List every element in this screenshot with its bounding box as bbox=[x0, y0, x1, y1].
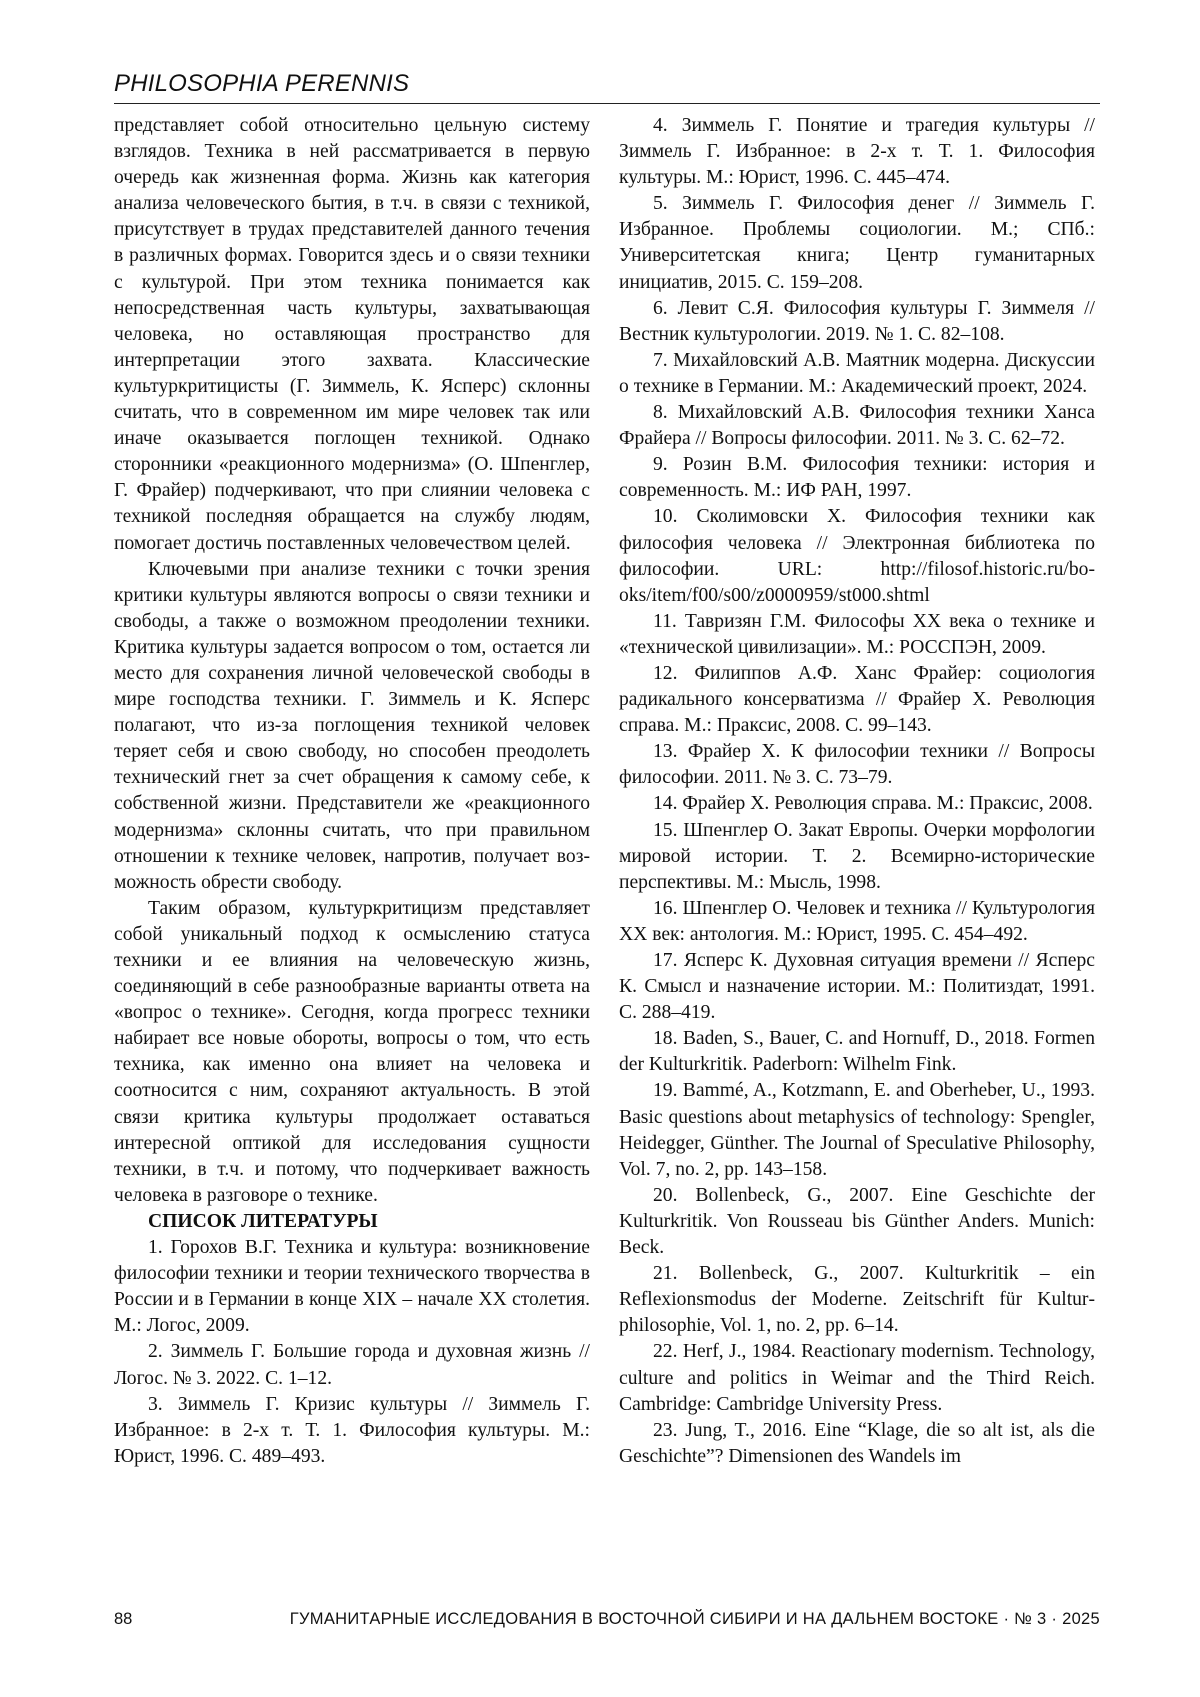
reference-item: 13. Фрайер Х. К философии техники // Вопросы философии. 2011. № 3. С. 73–79. bbox=[619, 741, 1095, 789]
reference-item: 20. Bollenbeck, G., 2007. Eine Geschichte der Kulturkritik. Von Rousseau bis Günther Anders. Munich: Beck. bbox=[619, 1184, 1095, 1259]
body-paragraph-2: Ключевыми при анализе техники с точки зрения критики культуры являются вопросы о связи техники и свободы, а также о возможном преодолении техники. Критика культуры задается вопросом о том, остается ли место для сохранения личной человеческой свободы в мире господства техники. Г. Зиммель и К. Ясперс полагают, что из-за поглощения техникой человек теряет себя и свою свободу, но способен преодолеть технический гнет за счет обращения к самому себе, к собственной жизни. Представители же «реакционного модернизма» склонны считать, что при правильном отношении к технике человек, напротив, получает возможность обрести свободу. bbox=[114, 558, 590, 893]
body-paragraph-3: Таким образом, культуркритицизм представляет собой уникальный подход к осмыслению статуса техники и ее влияния на человеческую жизнь, соединяющий в себе разнообразные варианты ответа на «вопрос о технике». Сегодня, когда прогресс техники набирает все новые обороты, вопросы о том, что есть техника, как именно она влияет на человека и соотносится с ним, сохраняют актуальность. В этой связи критика культуры продолжает оставаться интересной оптикой для исследования сущности техники, в т.ч. и потому, что подчеркивает важность человека в разговоре о технике. bbox=[114, 897, 590, 1206]
reference-item: 17. Ясперс К. Духовная ситуация времени // Ясперс К. Смысл и назначение истории. М.: Политиздат, 1991. С. 288–419. bbox=[619, 950, 1095, 1024]
references-heading: СПИСОК ЛИТЕРАТУРЫ bbox=[148, 1210, 378, 1232]
reference-item: 2. Зиммель Г. Большие города и духовная жизнь // Логос. № 3. 2022. С. 1–12. bbox=[114, 1341, 590, 1389]
reference-item: 8. Михайловский А.В. Философия техники Ханса Фрайера // Вопросы философии. 2011. № 3. С. 62–72. bbox=[619, 402, 1095, 450]
journal-title: ГУМАНИТАРНЫЕ ИССЛЕДОВАНИЯ В ВОСТОЧНОЙ СИБИРИ И НА ДАЛЬНЕМ ВОСТОКЕ · № 3 · 2025 bbox=[289, 1610, 1100, 1628]
reference-item: 5. Зиммель Г. Философия денег // Зиммель Г. Избранное. Проблемы социологии. М.; СПб.: Университетская книга; Центр гуманитарных инициатив, 2015. С. 159–208. bbox=[619, 193, 1095, 293]
reference-item: 22. Herf, J., 1984. Reactionary modernism. Technology, culture and politics in Weimar and the Third Reich. Cambridge: Cambridge University Press. bbox=[619, 1341, 1095, 1415]
reference-item: 6. Левит С.Я. Философия культуры Г. Зиммеля // Вестник культурологии. 2019. № 1. С. 82–108. bbox=[619, 297, 1095, 345]
left-column bbox=[114, 113, 590, 1470]
right-column bbox=[619, 113, 1095, 1470]
reference-item: 16. Шпенглер О. Человек и техника // Культурология XX век: антология. М.: Юрист, 1995. С. 454–492. bbox=[619, 897, 1095, 945]
header-rule bbox=[114, 103, 1100, 104]
reference-item-url: 10. Сколимовски Х. Философия техники как философия человека // Электронная библиотека по философии. URL: http://filosof.historic.ru/books/item/f00/s00/z0000959/st000.shtml bbox=[619, 506, 1095, 606]
reference-item: 3. Зиммель Г. Кризис культуры // Зиммель Г. Избранное: в 2-х т. Т. 1. Философия культуры. М.: Юрист, 1996. С. 489–493. bbox=[114, 1393, 590, 1467]
reference-item: 7. Михайловский А.В. Маятник модерна. Дискуссии о технике в Германии. М.: Академический проект, 2024. bbox=[619, 349, 1095, 397]
reference-item: 12. Филиппов А.Ф. Ханс Фрайер: социология радикального консерватизма // Фрайер Х. Революция справа. М.: Праксис, 2008. С. 99–143. bbox=[619, 662, 1095, 737]
reference-item: 15. Шпенглер О. Закат Европы. Очерки морфологии мировой истории. Т. 2. Всемирно-исторические перспективы. М.: Мысль, 1998. bbox=[619, 819, 1095, 893]
reference-item: 11. Тавризян Г.М. Философы XX века о технике и «технической цивилизации». М.: РОССПЭН, 2009. bbox=[619, 610, 1095, 658]
running-title: PHILOSOPHIA PERENNIS bbox=[114, 70, 410, 97]
body-paragraph-1: представляет собой относительно цельную систему взглядов. Техника в ней рассматривается в первую очередь как жизненная форма. Жизнь как категория анализа человеческого бытия, в т.ч. в связи с техникой, присутствует в трудах представителей данного течения в различных формах. Говорится здесь и о связи техники с культурой. При этом техника понимается как непосредственная часть культуры, захватывающая человека, но оставляющая пространство для интерпретации этого захвата. Классические культуркритицисты (Г. Зиммель, К. Ясперс) склонны считать, что в современном им мире человек так или иначе оказывается поглощен техникой. Однако сторонники «реакционного модернизма» (О. Шпенглер, Г. Фрайер) подчеркивают, что при слиянии человека с техникой последняя обращается на службу людям, помогает достичь поставленных человечеством целей. bbox=[114, 115, 590, 554]
reference-item: 9. Розин В.М. Философия техники: история и современность. М.: ИФ РАН, 1997. bbox=[619, 454, 1095, 502]
reference-item: 19. Bammé, A., Kotzmann, E. and Oberheber, U., 1993. Basic questions about metaphysics of technology: Spengler, Heidegger, Günther. The Journal of Speculative Philosophy, Vol. 7, no. 2, pp. 143–158. bbox=[619, 1080, 1095, 1180]
reference-item: 14. Фрайер Х. Революция справа. М.: Праксис, 2008. bbox=[653, 793, 1093, 815]
reference-item: 21. Bollenbeck, G., 2007. Kulturkritik – ein Reflexionsmodus der Moderne. Zeitschrift für Kulturphilosophie, Vol. 1, no. 2, pp. 6–14. bbox=[619, 1263, 1095, 1337]
reference-item: 23. Jung, T., 2016. Eine “Klage, die so alt ist, als die Geschichte”? Dimensionen des Wandels im bbox=[619, 1419, 1095, 1467]
reference-item: 18. Baden, S., Bauer, C. and Hornuff, D., 2018. Formen der Kulturkritik. Paderborn: Wilhelm Fink. bbox=[619, 1028, 1095, 1076]
page-number: 88 bbox=[114, 1610, 133, 1628]
reference-item: 4. Зиммель Г. Понятие и трагедия культуры // Зиммель Г. Избранное: в 2-х т. Т. 1. Философия культуры. М.: Юрист, 1996. С. 445–474. bbox=[619, 115, 1095, 189]
reference-item: 1. Горохов В.Г. Техника и культура: возникновение философии техники и теории технического творчества в России и в Германии в конце XIX – начале XX столетия. М.: Логос, 2009. bbox=[114, 1237, 590, 1337]
